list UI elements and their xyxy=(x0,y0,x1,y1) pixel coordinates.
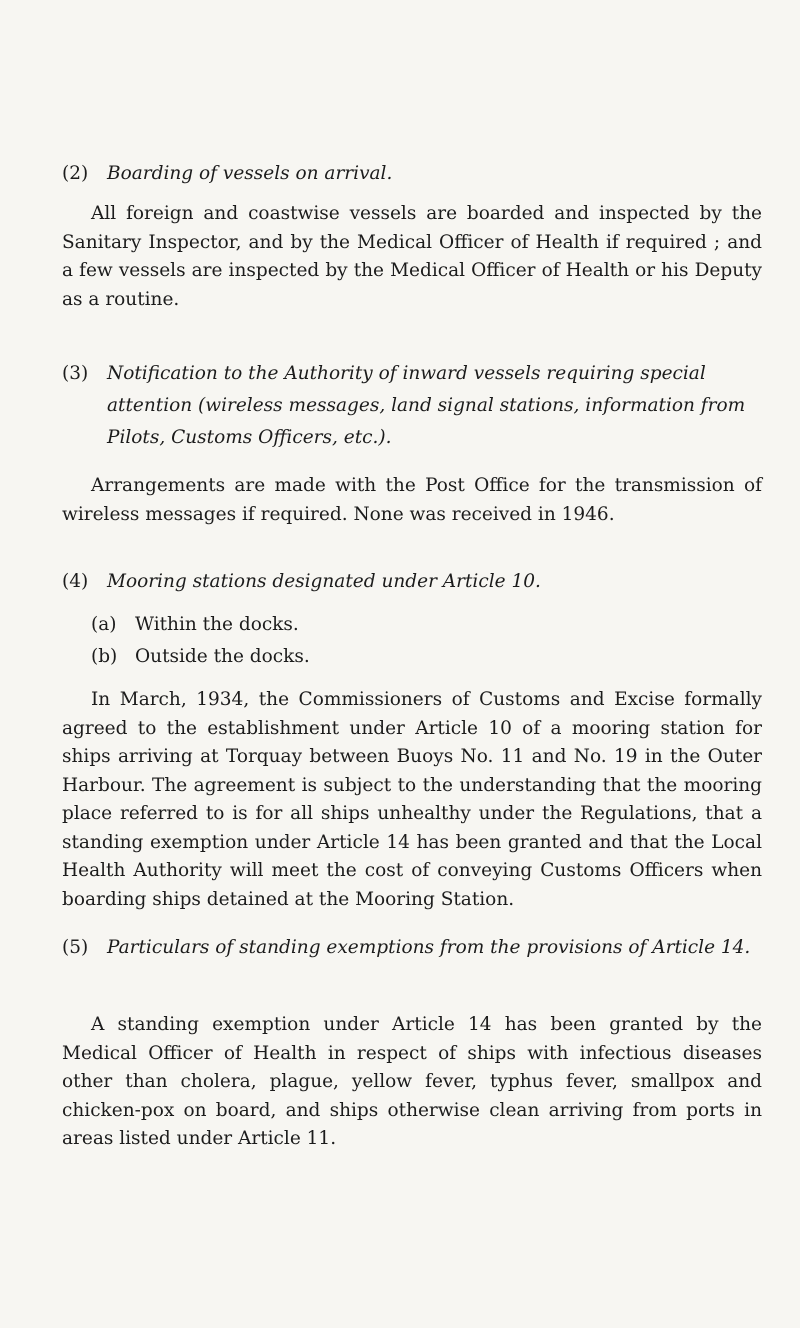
section-standing-exemptions xyxy=(62,932,762,964)
list-item-within-docks xyxy=(91,611,299,639)
paragraph: A standing exemption under Article 14 has been granted by the Medical Officer of Health in respect of ships with infectious diseases other than cholera, plague, yellow fever, typhus fever, smallpox and chicken-pox on board, and ships otherwise clean arriving from ports in areas listed under Article 11. xyxy=(62,1014,762,1149)
section-heading xyxy=(62,158,762,190)
section-heading xyxy=(62,566,762,598)
section-title: Mooring stations designated under Article 10. xyxy=(107,571,541,592)
list-item-outside-docks xyxy=(91,643,310,671)
section-heading xyxy=(62,358,762,454)
item-label: (b) xyxy=(91,646,118,667)
section-heading xyxy=(62,932,762,964)
section-title: Particulars of standing exemptions from the provisions of Article 14. xyxy=(107,937,751,958)
section-exemptions-body xyxy=(62,1011,762,1154)
section-notification xyxy=(62,358,762,454)
paragraph: All foreign and coastwise vessels are boarded and inspected by the Sanitary Inspector, and by the Medical Officer of Health if required ; and a few vessels are inspected by the Medical Officer of Health or his Deputy as a routine. xyxy=(62,203,762,310)
paragraph: In March, 1934, the Commissioners of Customs and Excise formally agreed to the establishment under Article 10 of a mooring station for ships arriving at Torquay between Buoys No. 11 and No. 19 in the Outer Harbour. The agreement is subject to the understanding that the mooring place referred to is for all ships unhealthy under the Regulations, that a standing exemption under Article 14 has been granted and that the Local Health Authority will meet the cost of conveying Customs Officers when boarding ships detained at the Mooring Station. xyxy=(62,689,762,910)
section-mooring-body xyxy=(62,686,762,914)
section-boarding-body xyxy=(62,200,762,314)
section-mooring-stations xyxy=(62,566,762,598)
section-notification-body xyxy=(62,472,762,529)
section-number: (3) xyxy=(62,363,89,384)
section-title: Boarding of vessels on arrival. xyxy=(107,163,393,184)
item-text: Outside the docks. xyxy=(135,646,310,667)
section-title: Notification to the Authority of inward vessels requiring special attention (wireless messages, land signal stations, information from Pilots, Customs Officers, etc.). xyxy=(107,363,746,448)
paragraph: Arrangements are made with the Post Office for the transmission of wireless messages if required. None was received in 1946. xyxy=(62,475,762,525)
section-number: (2) xyxy=(62,163,89,184)
section-boarding xyxy=(62,158,762,190)
item-text: Within the docks. xyxy=(135,614,299,635)
item-label: (a) xyxy=(91,614,117,635)
section-number: (5) xyxy=(62,937,89,958)
section-number: (4) xyxy=(62,571,89,592)
